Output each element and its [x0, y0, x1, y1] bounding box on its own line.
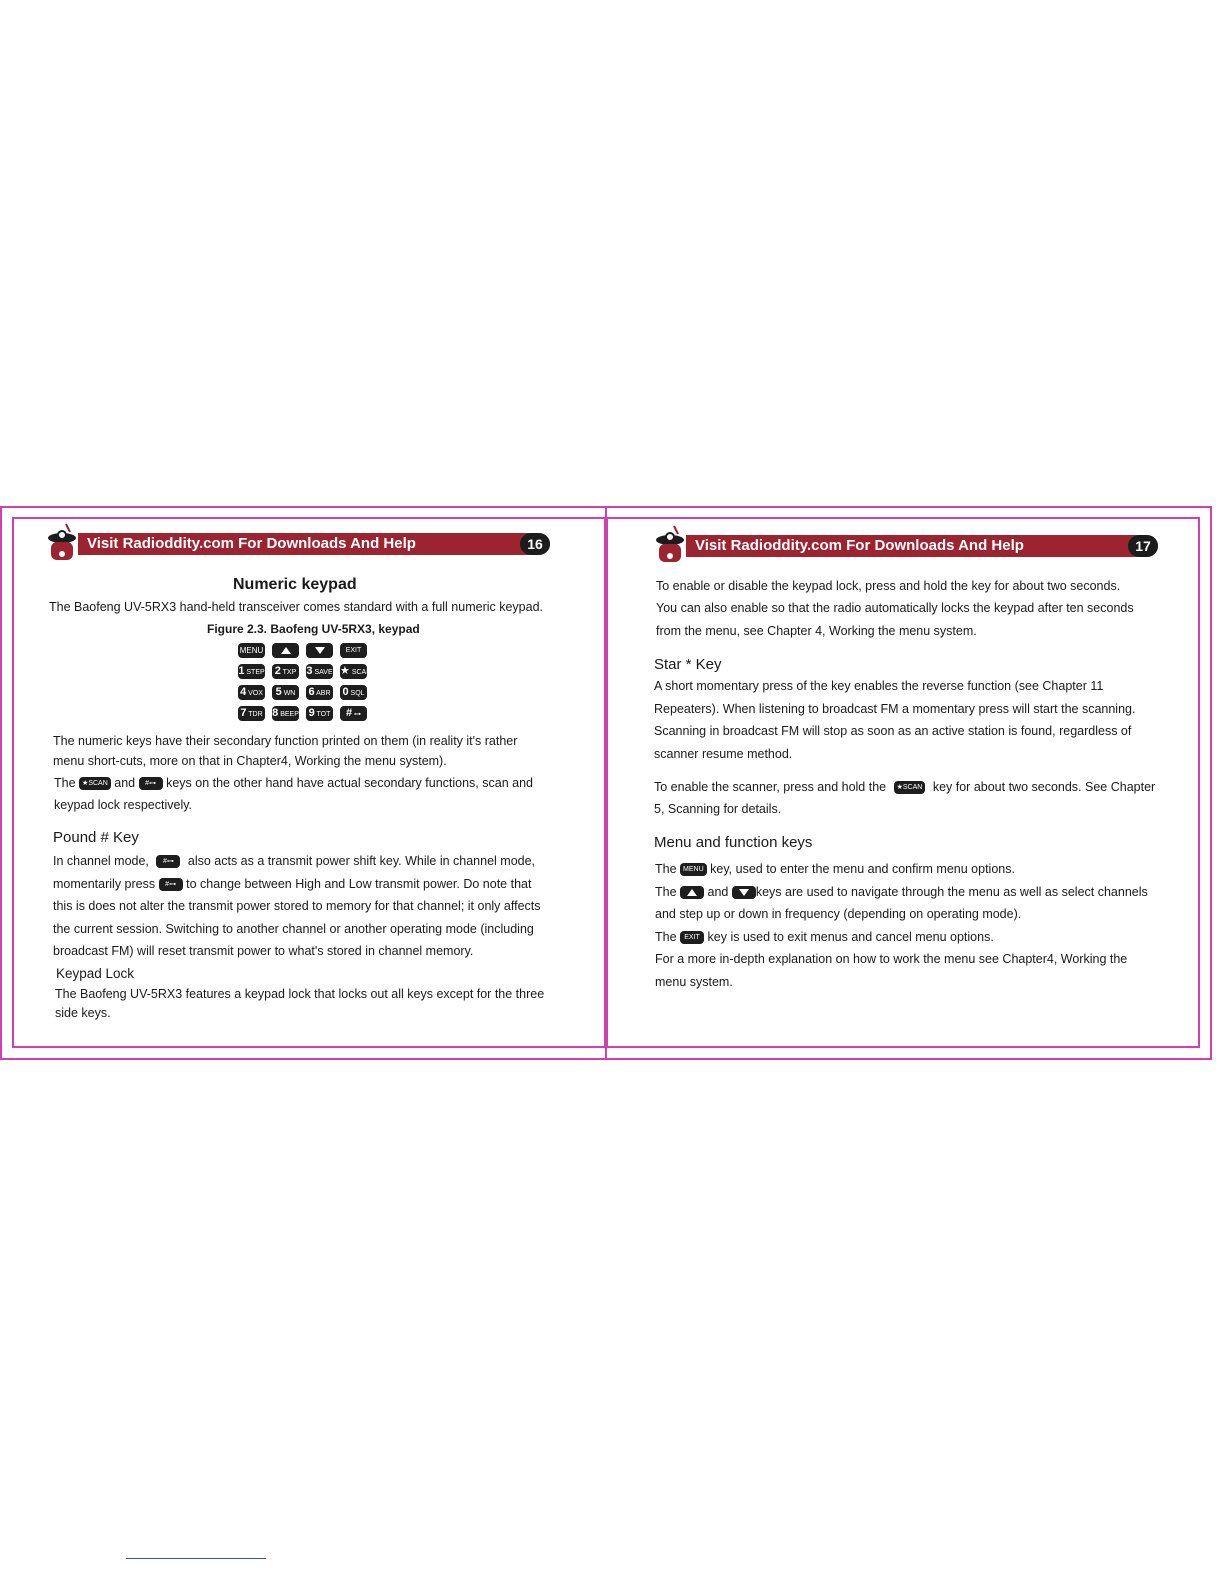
r-lock-l3: from the menu, see Chapter 4, Working the menu system. — [656, 624, 977, 638]
star-l3: Scanning in broadcast FM will stop as soon as an active station is found, regardless of — [654, 724, 1132, 738]
pound-l5: broadcast FM) will reset transmit power to what's stored in channel memory. — [53, 944, 474, 958]
keypad-lock-heading: Keypad Lock — [56, 966, 135, 981]
page-title: Numeric keypad — [233, 576, 357, 593]
para-secondary-l2: keypad lock respectively. — [54, 798, 193, 812]
star-scan-key-icon: ★SCAN — [894, 781, 926, 794]
header-banner-left — [78, 533, 550, 555]
intro-text: The Baofeng UV-5RX3 hand-held transceiver comes standard with a full numeric keypad. — [49, 600, 544, 614]
key-5-wn: 5 WN — [272, 685, 299, 700]
menu-l3: and step up or down in frequency (depending on operating mode). — [655, 907, 1022, 921]
radioddity-logo-icon — [44, 522, 80, 562]
menu-l5: For a more in-depth explanation on how to work the menu see Chapter4, Working the — [655, 952, 1128, 966]
key-2-txp: 2 TXP — [272, 664, 299, 679]
key-9-tot: 9 TOT — [306, 706, 333, 721]
star-l2: Repeaters). When listening to broadcast FM a momentary press will start the scanning. — [654, 702, 1136, 716]
key-6-abr: 6 ABR — [306, 685, 333, 700]
down-arrow-key — [306, 643, 333, 658]
scan-l1: To enable the scanner, press and hold the ★SCAN key for about two seconds. See Chapter — [654, 780, 1156, 794]
key-7-tdr: 7 TDR — [238, 706, 265, 721]
star-key-heading: Star * Key — [654, 656, 722, 673]
lock-l1: The Baofeng UV-5RX3 features a keypad lock that locks out all keys except for the three — [55, 987, 545, 1001]
up-arrow-key — [272, 643, 299, 658]
banner-text: Visit Radioddity.com For Downloads And Help — [695, 537, 1024, 554]
page-number-16: 16 — [520, 533, 550, 555]
star-l4: scanner resume method. — [654, 747, 793, 761]
menu-l6: menu system. — [655, 975, 733, 989]
down-arrow-key-icon — [732, 886, 756, 899]
up-arrow-key-icon — [680, 886, 704, 899]
key-8-beep: 8 BEEP — [272, 707, 299, 719]
key-4-vox: 4 VOX — [238, 685, 265, 700]
key-0-sql: 0 SQL — [340, 685, 367, 700]
r-lock-l1: To enable or disable the keypad lock, press and hold the key for about two seconds. — [656, 579, 1121, 593]
key-pound-lock: # ⊶ — [340, 706, 367, 721]
menu-l1: The MENU key, used to enter the menu and confirm menu options. — [655, 862, 1015, 876]
pound-l3: this is does not alter the transmit power stored to memory for that channel; it only affects — [53, 899, 541, 913]
figure-caption: Figure 2.3. Baofeng UV-5RX3, keypad — [207, 622, 420, 636]
key-3-save: 3 SAVE — [306, 665, 333, 677]
banner-text: Visit Radioddity.com For Downloads And Help — [87, 535, 416, 552]
star-l1: A short momentary press of the key enables the reverse function (see Chapter 11 — [654, 679, 1104, 693]
pound-l4: the current session. Switching to another channel or another operating mode (including — [53, 922, 534, 936]
menu-key-icon: MENU — [680, 863, 707, 876]
menu-l2: The and keys are used to navigate through the menu as well as select channels — [655, 885, 1148, 899]
para-numeric-l1: The numeric keys have their secondary function printed on them (in reality it's rather — [53, 734, 518, 748]
pound-l1: In channel mode, #⊶ also acts as a transmit power shift key. While in channel mode, — [53, 854, 536, 868]
para-numeric-l2: menu short-cuts, more on that in Chapter4, Working the menu system). — [53, 754, 447, 768]
r-lock-l2: You can also enable so that the radio automatically locks the keypad after ten seconds — [656, 601, 1134, 615]
pound-lock-key-icon: #⊶ — [139, 777, 163, 790]
menu-l4: The EXIT key is used to exit menus and cancel menu options. — [655, 930, 994, 944]
page-number-17: 17 — [1128, 535, 1158, 557]
exit-key-icon: EXIT — [680, 931, 704, 944]
menu-keys-heading: Menu and function keys — [654, 834, 813, 851]
pound-lock-key-icon: #⊶ — [159, 878, 183, 891]
exit-key: EXIT — [340, 643, 367, 658]
up-arrow-icon — [281, 647, 291, 654]
pound-lock-key-icon: #⊶ — [156, 855, 180, 868]
star-scan-key-icon: ★SCAN — [79, 777, 111, 790]
menu-key: MENU — [238, 643, 265, 658]
radioddity-logo-icon — [652, 524, 688, 564]
lock-l2: side keys. — [55, 1006, 111, 1020]
para-secondary-l1: The ★SCAN and #⊶ keys on the other hand have actual secondary functions, scan and — [54, 776, 533, 790]
key-1-step: 1 STEP — [238, 665, 265, 677]
footer-rule — [126, 1558, 266, 1559]
down-arrow-icon — [315, 647, 325, 654]
header-banner-right — [686, 535, 1158, 557]
pound-key-heading: Pound # Key — [53, 829, 139, 846]
pound-l2: momentarily press #⊶ to change between High and Low transmit power. Do note that — [53, 877, 532, 891]
key-star-scan: ★ SCAN — [340, 665, 372, 677]
scan-l2: 5, Scanning for details. — [654, 802, 782, 816]
